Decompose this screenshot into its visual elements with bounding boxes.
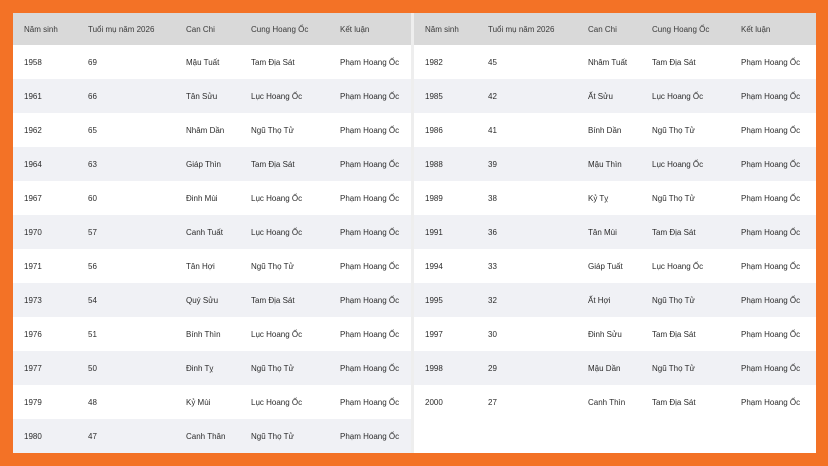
birth-year-cell: 1980 (13, 419, 88, 453)
conclusion-cell: Phạm Hoang Ốc (741, 215, 816, 249)
header-can-chi: Can Chi (588, 13, 652, 45)
birth-year-cell: 1991 (414, 215, 488, 249)
birth-year-cell: 2000 (414, 385, 488, 419)
table-row (13, 113, 411, 147)
can-chi-cell: Bính Dần (588, 113, 652, 147)
age-cell: 56 (88, 249, 186, 283)
table-row (414, 385, 816, 419)
table-row (13, 283, 411, 317)
can-chi-cell: Giáp Thìn (186, 147, 251, 181)
cung-cell: Tam Địa Sát (652, 385, 741, 419)
header-birth-year: Năm sinh (13, 13, 88, 45)
table-row (13, 385, 411, 419)
birth-year-cell: 1967 (13, 181, 88, 215)
cung-cell: Lục Hoang Ốc (652, 249, 741, 283)
age-cell: 60 (88, 181, 186, 215)
left-table (13, 13, 411, 453)
table-row (13, 215, 411, 249)
can-chi-cell: Đinh Mùi (186, 181, 251, 215)
can-chi-cell: Mậu Thìn (588, 147, 652, 181)
header-can-chi: Can Chi (186, 13, 251, 45)
can-chi-cell: Nhâm Tuất (588, 45, 652, 79)
can-chi-cell: Giáp Tuất (588, 249, 652, 283)
conclusion-cell: Phạm Hoang Ốc (741, 147, 816, 181)
right-table-body (414, 45, 816, 419)
table-row (414, 317, 816, 351)
conclusion-cell: Phạm Hoang Ốc (340, 317, 411, 351)
birth-year-cell: 1962 (13, 113, 88, 147)
birth-year-cell: 1970 (13, 215, 88, 249)
header-row (414, 13, 816, 45)
table-row (13, 45, 411, 79)
cung-cell: Tam Địa Sát (251, 45, 340, 79)
age-cell: 69 (88, 45, 186, 79)
cung-cell: Tam Địa Sát (652, 215, 741, 249)
can-chi-cell: Canh Thìn (588, 385, 652, 419)
can-chi-cell: Quý Sửu (186, 283, 251, 317)
conclusion-cell: Phạm Hoang Ốc (741, 351, 816, 385)
age-cell: 50 (88, 351, 186, 385)
conclusion-cell: Phạm Hoang Ốc (340, 113, 411, 147)
conclusion-cell: Phạm Hoang Ốc (741, 113, 816, 147)
can-chi-cell: Kỷ Mùi (186, 385, 251, 419)
cung-cell: Ngũ Thọ Tử (251, 351, 340, 385)
can-chi-cell: Ất Sửu (588, 79, 652, 113)
table-row (414, 351, 816, 385)
conclusion-cell: Phạm Hoang Ốc (741, 45, 816, 79)
table-row (414, 45, 816, 79)
table-row (13, 317, 411, 351)
can-chi-cell: Ất Hợi (588, 283, 652, 317)
age-cell: 33 (488, 249, 588, 283)
cung-cell: Lục Hoang Ốc (251, 385, 340, 419)
birth-year-cell: 1998 (414, 351, 488, 385)
cung-cell: Lục Hoang Ốc (652, 79, 741, 113)
age-cell: 32 (488, 283, 588, 317)
conclusion-cell: Phạm Hoang Ốc (741, 385, 816, 419)
cung-cell: Tam Địa Sát (652, 45, 741, 79)
can-chi-cell: Tân Hợi (186, 249, 251, 283)
birth-year-cell: 1973 (13, 283, 88, 317)
header-age: Tuổi mụ năm 2026 (488, 13, 588, 45)
age-cell: 38 (488, 181, 588, 215)
table-card (13, 13, 816, 453)
cung-cell: Ngũ Thọ Tử (652, 351, 741, 385)
can-chi-cell: Kỷ Tỵ (588, 181, 652, 215)
birth-year-cell: 1976 (13, 317, 88, 351)
conclusion-cell: Phạm Hoang Ốc (340, 351, 411, 385)
age-cell: 47 (88, 419, 186, 453)
can-chi-cell: Tân Sửu (186, 79, 251, 113)
header-conclusion: Kết luận (741, 13, 816, 45)
birth-year-cell: 1971 (13, 249, 88, 283)
conclusion-cell: Phạm Hoang Ốc (741, 283, 816, 317)
conclusion-cell: Phạm Hoang Ốc (340, 45, 411, 79)
conclusion-cell: Phạm Hoang Ốc (340, 385, 411, 419)
birth-year-cell: 1979 (13, 385, 88, 419)
age-cell: 54 (88, 283, 186, 317)
birth-year-cell: 1997 (414, 317, 488, 351)
cung-cell: Lục Hoang Ốc (652, 147, 741, 181)
cung-cell: Lục Hoang Ốc (251, 317, 340, 351)
age-cell: 29 (488, 351, 588, 385)
age-cell: 65 (88, 113, 186, 147)
cung-cell: Tam Địa Sát (251, 147, 340, 181)
conclusion-cell: Phạm Hoang Ốc (340, 147, 411, 181)
can-chi-cell: Mậu Dần (588, 351, 652, 385)
conclusion-cell: Phạm Hoang Ốc (340, 79, 411, 113)
table-row (414, 79, 816, 113)
birth-year-cell: 1961 (13, 79, 88, 113)
header-conclusion: Kết luận (340, 13, 411, 45)
conclusion-cell: Phạm Hoang Ốc (741, 181, 816, 215)
can-chi-cell: Canh Tuất (186, 215, 251, 249)
age-cell: 51 (88, 317, 186, 351)
can-chi-cell: Đinh Tỵ (186, 351, 251, 385)
table-row (414, 249, 816, 283)
conclusion-cell: Phạm Hoang Ốc (340, 181, 411, 215)
table-row (13, 79, 411, 113)
header-cung: Cung Hoang Ốc (652, 13, 741, 45)
birth-year-cell: 1988 (414, 147, 488, 181)
table-row (13, 351, 411, 385)
cung-cell: Ngũ Thọ Tử (251, 249, 340, 283)
cung-cell: Tam Địa Sát (251, 283, 340, 317)
age-cell: 66 (88, 79, 186, 113)
table-row (13, 249, 411, 283)
conclusion-cell: Phạm Hoang Ốc (741, 249, 816, 283)
conclusion-cell: Phạm Hoang Ốc (340, 283, 411, 317)
age-cell: 48 (88, 385, 186, 419)
birth-year-cell: 1986 (414, 113, 488, 147)
table-row (414, 147, 816, 181)
birth-year-cell: 1995 (414, 283, 488, 317)
header-age: Tuổi mụ năm 2026 (88, 13, 186, 45)
can-chi-cell: Canh Thân (186, 419, 251, 453)
conclusion-cell: Phạm Hoang Ốc (741, 317, 816, 351)
table-row (414, 181, 816, 215)
age-cell: 63 (88, 147, 186, 181)
header-birth-year: Năm sinh (414, 13, 488, 45)
conclusion-cell: Phạm Hoang Ốc (340, 215, 411, 249)
table-row (13, 419, 411, 453)
cung-cell: Ngũ Thọ Tử (652, 113, 741, 147)
can-chi-cell: Nhâm Dần (186, 113, 251, 147)
can-chi-cell: Đinh Sửu (588, 317, 652, 351)
can-chi-cell: Mậu Tuất (186, 45, 251, 79)
left-table-body (13, 45, 411, 453)
table-row (414, 113, 816, 147)
cung-cell: Ngũ Thọ Tử (251, 419, 340, 453)
birth-year-cell: 1958 (13, 45, 88, 79)
header-row (13, 13, 411, 45)
table-row (414, 283, 816, 317)
cung-cell: Ngũ Thọ Tử (652, 181, 741, 215)
cung-cell: Ngũ Thọ Tử (652, 283, 741, 317)
birth-year-cell: 1977 (13, 351, 88, 385)
age-cell: 45 (488, 45, 588, 79)
birth-year-cell: 1964 (13, 147, 88, 181)
conclusion-cell: Phạm Hoang Ốc (340, 419, 411, 453)
cung-cell: Lục Hoang Ốc (251, 181, 340, 215)
can-chi-cell: Tân Mùi (588, 215, 652, 249)
age-cell: 39 (488, 147, 588, 181)
cung-cell: Ngũ Thọ Tử (251, 113, 340, 147)
age-cell: 36 (488, 215, 588, 249)
header-cung: Cung Hoang Ốc (251, 13, 340, 45)
age-cell: 30 (488, 317, 588, 351)
cung-cell: Tam Địa Sát (652, 317, 741, 351)
cung-cell: Lục Hoang Ốc (251, 79, 340, 113)
table-row (13, 181, 411, 215)
conclusion-cell: Phạm Hoang Ốc (741, 79, 816, 113)
birth-year-cell: 1982 (414, 45, 488, 79)
birth-year-cell: 1985 (414, 79, 488, 113)
table-row (13, 147, 411, 181)
table-row (414, 215, 816, 249)
can-chi-cell: Bính Thìn (186, 317, 251, 351)
birth-year-cell: 1994 (414, 249, 488, 283)
birth-year-cell: 1989 (414, 181, 488, 215)
age-cell: 27 (488, 385, 588, 419)
age-cell: 57 (88, 215, 186, 249)
age-cell: 41 (488, 113, 588, 147)
age-cell: 42 (488, 79, 588, 113)
cung-cell: Lục Hoang Ốc (251, 215, 340, 249)
conclusion-cell: Phạm Hoang Ốc (340, 249, 411, 283)
right-table (414, 13, 816, 419)
